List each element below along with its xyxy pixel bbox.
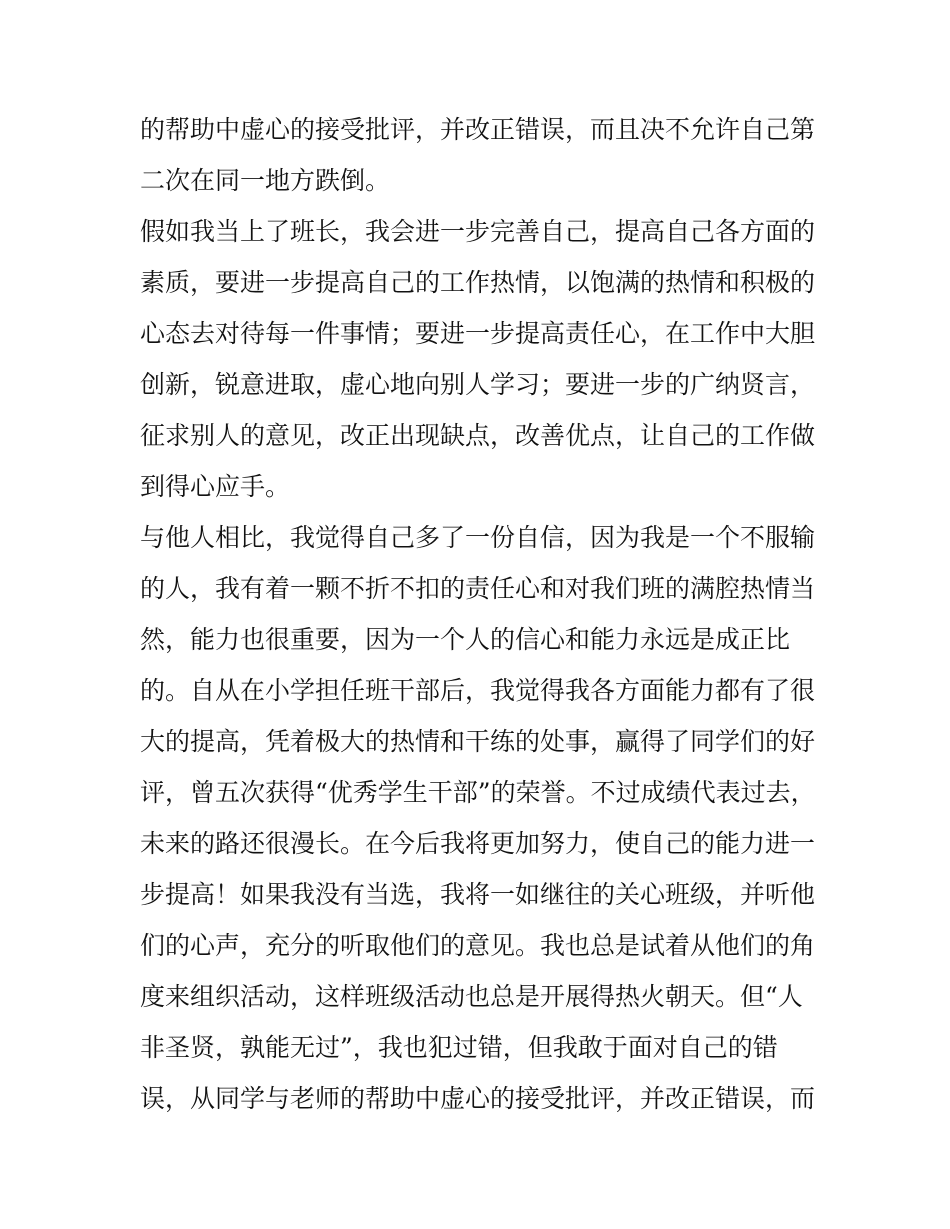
text-line: 误，从同学与老师的帮助中虚心的接受批评，并改正错误，而 <box>140 1084 816 1113</box>
text-line: 到得心应手。 <box>140 472 291 501</box>
text-line: 步提高！如果我没有当选，我将一如继往的关心班级，并听他 <box>140 880 816 909</box>
text-line: 然，能力也很重要，因为一个人的信心和能力永远是成正比 <box>140 625 791 654</box>
text-line: 度来组织活动，这样班级活动也总是开展得热火朝天。但“人 <box>140 982 803 1011</box>
text-line: 二次在同一地方跌倒。 <box>140 166 391 195</box>
text-line: 们的心声，充分的听取他们的意见。我也总是试着从他们的角 <box>140 931 816 960</box>
text-line: 未来的路还很漫长。在今后我将更加努力，使自己的能力进一 <box>140 829 816 858</box>
text-line: 征求别人的意见，改正出现缺点，改善优点，让自己的工作做 <box>140 421 816 450</box>
text-line: 心态去对待每一件事情；要进一步提高责任心，在工作中大胆 <box>140 319 816 348</box>
text-line: 与他人相比，我觉得自己多了一份自信，因为我是一个不服输 <box>140 523 816 552</box>
text-line: 假如我当上了班长，我会进一步完善自己，提高自己各方面的 <box>140 217 816 246</box>
text-line: 非圣贤，孰能无过”，我也犯过错，但我敢于面对自己的错 <box>140 1033 778 1062</box>
text-line: 素质，要进一步提高自己的工作热情，以饱满的热情和积极的 <box>140 268 816 297</box>
text-line: 的帮助中虚心的接受批评，并改正错误，而且决不允许自己第 <box>140 115 816 144</box>
text-line: 的人，我有着一颗不折不扣的责任心和对我们班的满腔热情当 <box>140 574 816 603</box>
text-line: 评，曾五次获得“优秀学生干部”的荣誉。不过成绩代表过去， <box>140 778 816 807</box>
text-line: 大的提高，凭着极大的热情和干练的处事，赢得了同学们的好 <box>140 727 816 756</box>
text-line: 创新，锐意进取，虚心地向别人学习；要进一步的广纳贤言， <box>140 370 816 399</box>
text-line: 的。自从在小学担任班干部后，我觉得我各方面能力都有了很 <box>140 676 816 705</box>
document-body <box>140 104 820 1124</box>
